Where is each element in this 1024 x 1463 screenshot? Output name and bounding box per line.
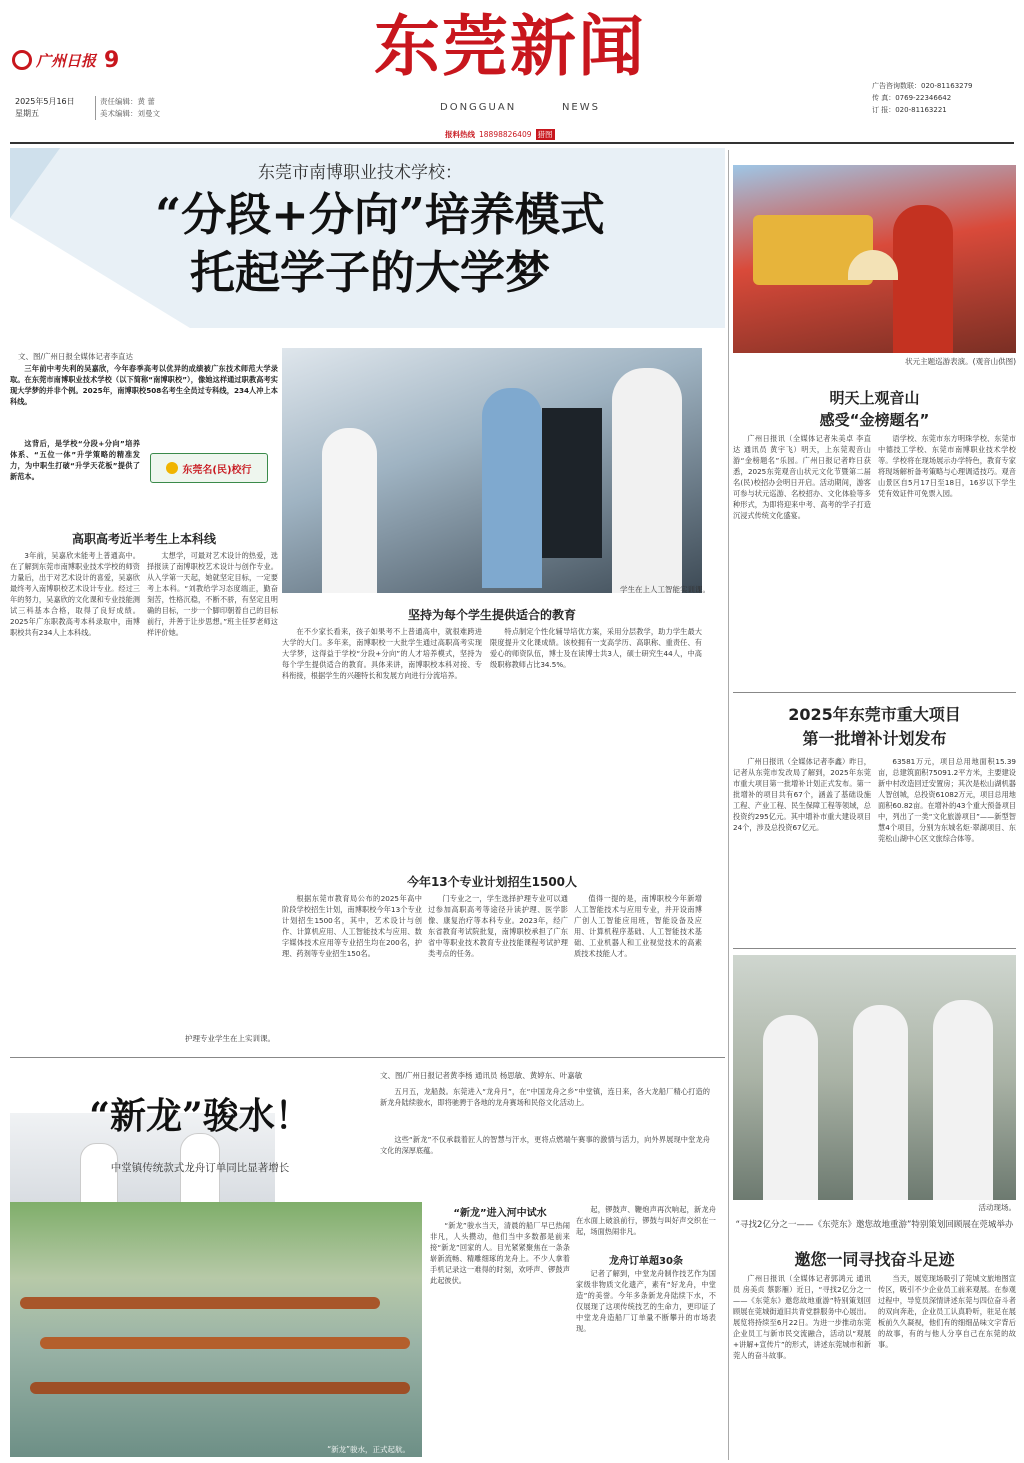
contact-block	[872, 80, 1017, 116]
guanyin-text	[733, 433, 871, 693]
projects-text-b	[878, 756, 1016, 941]
photo-boat-2	[40, 1337, 410, 1349]
lead-text-g-p: 值得一提的是，南博职校今年新增人工智能技术与应用专业，并开设南博广创人工智能应用班，智能设备及应用、计算机程序基础、人工智能技术基础、工业机器人和工业视觉技术的高素质技术技能人才。	[574, 894, 702, 958]
projects-headline-2: 第一批增补计划发布	[802, 729, 947, 748]
guanyin-text-2	[878, 433, 1016, 693]
lead-subhead-1: 高职高考近半考生上本科线	[71, 532, 216, 546]
lead-text-c	[282, 626, 482, 866]
weekday: 星期五	[15, 109, 39, 118]
title-en-1: DONGGUAN	[440, 102, 517, 113]
invite-caption: 活动现场。	[978, 1203, 1016, 1212]
guanyin-story	[733, 165, 1016, 695]
guanyin-caption: 状元主题巡游表演。(观音山供图)	[905, 357, 1016, 366]
lead-subhead-3: 今年13个专业计划招生1500人	[406, 875, 578, 889]
photo-person-3	[612, 368, 682, 593]
lead-text-d-p: 特点制定个性化辅导培优方案，采用分层教学，助力学生最大限度提升文化课成绩。该校拥有一支高学历、高职称、重责任、有爱心的师资队伍，博士及在读博士共3人，硕士研究生44人，中高级职称教师占比34.5%。	[490, 627, 702, 669]
logo	[12, 44, 142, 76]
invite-headline: 邀您一同寻找奋斗足迹	[794, 1250, 955, 1269]
badge-text: 东莞名(民)校行	[182, 464, 252, 476]
photo-person-1	[322, 428, 377, 593]
hotline-label: 报料热线	[445, 130, 475, 139]
right-divider-1	[733, 692, 1016, 693]
dragon-byline: 文、图/广州日报记者黄李杨 通讯员 杨思敏、黄婷东、叶嘉敏	[380, 1071, 583, 1080]
dragon-text-a	[430, 1220, 570, 1455]
guanyin-photo	[733, 165, 1016, 353]
lead-text-a	[10, 550, 140, 866]
lead-kicker: 东莞市南博职业技术学校：	[258, 163, 462, 183]
projects-story	[733, 700, 1016, 950]
hotline-tail: 猎图	[537, 130, 553, 139]
art-editor: 美术编辑：刘曼文	[100, 109, 160, 118]
photo-boat-3	[30, 1382, 410, 1394]
photo-boat-1	[20, 1297, 380, 1309]
hotline-bar	[445, 128, 585, 141]
invite-story	[733, 955, 1016, 1460]
dragon-subhead: 中堂镇传统款式龙舟订单同比显著增长	[110, 1162, 290, 1174]
lead-intro-2-text: 这背后，是学校“分段+分向”培养体系、“五位一体”升学策略的精准发力，为中职生打破“升学天花板”提供了新范本。	[10, 439, 140, 481]
dragon-text-c-p: 记者了解到，中堂龙舟制作技艺作为国家级非物质文化遗产，素有“好龙舟，中堂造”的美誉。今年多条新龙舟陆续下水，不仅展现了这项传统技艺的生命力，更印证了中堂龙舟造船厂订单量不断攀升的市场表现。	[576, 1269, 716, 1333]
editor-block	[95, 96, 215, 120]
page-title: 东莞新闻	[374, 7, 646, 85]
guanyin-text-2-p: 语学校、东莞市东方明珠学校、东莞市中德技工学校、东莞市南博职业技术学校等。学校将在现场展示办学特色，教育专家将现场解析备考策略与心理调适技巧。观音山景区自5月17日至18日，16岁以下学生凭有效证件可免票入园。	[878, 434, 1016, 498]
lead-text-b	[147, 550, 278, 866]
date-block	[15, 96, 90, 120]
lead-text-g	[574, 893, 702, 1043]
lead-text-d	[490, 626, 702, 866]
lead-text-c-p: 在不少家长看来，孩子如果考不上普通高中，就很难跨进大学的大门。多年来，南博职校一大批学生通过高职高考实现大学梦，这得益于学校“分段+分向”的人才培养模式，坚持为每个学生提供适合的教育。具体来讲，南博职校本科对接、专科衔接，根据学生的兴趣特长和发展方向进行分流培养。	[282, 627, 482, 680]
lead-headline-1: “分段+分向”培养模式	[155, 188, 605, 241]
projects-text-a	[733, 756, 871, 941]
photo-woman-2	[853, 1005, 908, 1200]
lead-text-e-p: 根据东莞市教育局公布的2025年高中阶段学校招生计划，南博职校今年13个专业计划招生1500名，其中，艺术设计与创作、计算机应用、人工智能技术与应用、数字媒体技术应用等专业招生均在200名，护理、药剂等专业招生150名。	[282, 894, 422, 958]
dragon-text-c	[576, 1268, 716, 1455]
title-english	[440, 102, 600, 113]
logo-text: 广州日报	[36, 51, 97, 70]
projects-text-a-p: 广州日报讯（全媒体记者李鑫）昨日，记者从东莞市发改局了解到，2025年东莞市重大项目第一批增补计划正式发布。第一批增补的项目共有67个，涵盖了基础设施工程、产业工程、民生保障工程等领域，总投资约295亿元。其中增补市重大建设项目24个，涉及总投资67亿元。	[733, 757, 871, 832]
photo-person-2	[482, 388, 542, 588]
dragon-story	[10, 1062, 725, 1460]
dragon-sub-2: 龙舟订单超30条	[609, 1256, 683, 1267]
photo-equipment	[542, 408, 602, 558]
date: 2025年5月16日	[15, 97, 75, 106]
page-number: 9	[104, 47, 120, 73]
invite-text-b-p: 当天，展览现场吸引了莞城文旅地图宣传区，吸引不少企业员工前来观展。在参观过程中，导览员深情讲述东莞与四位奋斗者的双向奔赴，企业员工认真聆听，驻足在展板前久久凝视，他们有的细细品味文字背后的故事，有的与他人分享自己在东莞的故事。	[878, 1274, 1016, 1349]
lead-photo-ai-class	[282, 348, 702, 593]
ad-line: 广告咨询数联：020-81163279	[872, 82, 973, 90]
order: 订 报：020-81163221	[872, 106, 947, 114]
invite-text-b	[878, 1273, 1016, 1458]
dragon-intro-2-p: 这些“新龙”不仅承载着匠人的智慧与汗水，更将点燃端午赛事的激情与活力，向外界展现中堂龙舟文化的深厚底蕴。	[380, 1135, 710, 1155]
lead-story	[10, 148, 725, 1053]
dragon-photo-caption: “新龙”骏水，正式起航。	[327, 1445, 410, 1454]
projects-headline-1: 2025年东莞市重大项目	[788, 705, 961, 724]
logo-icon	[12, 50, 32, 70]
lead-text-b-p: 太想学，可最对艺术设计的热爱，选择报读了南博职校艺术设计与创作专业。从入学第一天起，她就坚定目标，一定要考上本科。“刘教给学习态度端正，勤奋刻苦，性格沉稳，不断不骄，有坚定且明确的目标，一步一个脚印朝着自己的目标前行，并善于让步思想。”班主任罗老师这样评价她。	[147, 551, 278, 637]
lead-text-f-p: 门专业之一，学生选择护理专业可以通过参加高职高考等途径升读护理、医学影像、康复治疗等本科专业。2023年，经广东省教育考试院批复，南博职校承担了广东省中等职业技术教育专业技能课程考试护理类考点的任务。	[428, 894, 568, 958]
invite-photo	[733, 955, 1016, 1200]
invite-text-a	[733, 1273, 871, 1458]
dragon-intro-2	[380, 1134, 710, 1169]
dragon-photo	[10, 1202, 422, 1457]
badge-icon	[166, 462, 178, 474]
invite-kicker: “寻找2亿分之一——《东莞东》邀您故地重游”特别策划回顾展在莞城举办	[735, 1220, 1014, 1230]
lead-headline-2: 托起学子的大学梦	[189, 246, 550, 299]
right-divider-2	[733, 948, 1016, 949]
photo-woman-3	[933, 1000, 993, 1200]
dragon-text-b-p: 起，锣鼓声、鞭炮声再次响起，新龙舟在水面上破浪前行，锣鼓与叫好声交织在一起，场面热闹非凡。	[576, 1205, 716, 1236]
lead-subhead-2: 坚持为每个学生提供适合的教育	[407, 608, 576, 622]
lead-text-f	[428, 893, 568, 1043]
lead-byline: 文、图/广州日报全媒体记者李直达	[18, 352, 134, 361]
photo-performer	[893, 205, 953, 353]
dragon-intro-p: 五月五，龙船鼓。东莞进入“龙舟月”，在“中国龙舟之乡”中堂镇，连日来，各大龙船厂精心打造的新龙舟陆续骏水，即将驰骋于各地的龙舟赛场和民俗文化活动上。	[380, 1087, 710, 1107]
fax: 传 真：0769-22346642	[872, 94, 952, 102]
guanyin-text-p: 广州日报讯（全媒体记者朱美卓 李直达 通讯员 黄宇飞）明天，上东莞观音山游“金榜题名”乐园。广州日报记者昨日获悉，2025东莞观音山状元文化节暨第二届名(民)校招办会明日开启。活动期间，游客可参与状元巡游、名校招办、文化体验等多种形式，为即将迎来中考、高考的学子打造沉浸式传统文化盛宴。	[733, 434, 871, 520]
photo-woman-1	[763, 1015, 818, 1200]
lead-intro	[10, 363, 278, 435]
school-badge	[150, 453, 268, 483]
lead-text-a-p: 3年前，吴嘉欣未能考上普通高中。在了解到东莞市南博职业技术学校的师资力量后，出于对艺术设计的喜爱，吴嘉欣最终考入南博职校艺术设计专业。经过三年的努力，吴嘉欣的文化课和专业技能测试三科基本合格，取得了良好成绩。2025年广东职教高考本科录取中，南博职校共有234人上本科线。	[10, 551, 140, 637]
lead-intro-2	[10, 438, 140, 500]
nursing-photo-caption: 护理专业学生在上实训课。	[185, 1034, 275, 1043]
dragon-text-a-p: “新龙”骏水当天，清晨的船厂早已热闹非凡，人头攒动，他们当中多数都是前来接“新龙”回家的人。目光紧紧聚焦在一条条崭新流畅、精雕细琢的龙舟上。不少人拿着手机记录这一难得的时刻，欢呼声、锣鼓声此起彼伏。	[430, 1221, 570, 1285]
invite-text-a-p: 广州日报讯（全媒体记者郭鸿元 通讯员 房美贞 蔡影雁）近日，“寻找2亿分之一——《东莞东》邀您故地重游”特别策划回顾展在莞城街道旧共青党群服务中心展出。展览将持续至6月22日。为进一步推动东莞企业员工与新市民交流融合，活动以“观展+讲解+宣传片”的形式，讲述东莞城市和新莞人的奋斗故事。	[733, 1274, 871, 1360]
lead-text-e	[282, 893, 422, 1043]
editor: 责任编辑：黄 蕾	[100, 97, 155, 106]
projects-text-b-p: 63581万元，项目总用地面积15.39亩，总建筑面积75091.2平方米，主要建设新中村改造回迁安置房；其次是松山湖机器人智创城，总投资61082万元，项目总用地面积60.82亩。在增补的43个重大预备项目中，列出了一类“文化旅游项目”——新型智慧4个项目，分别为东城名炬·翠湖项目、东莞松山湖中心区文旅综合体等。	[878, 757, 1016, 843]
dragon-intro	[380, 1086, 710, 1131]
guanyin-sub: 明天上观音山	[829, 389, 920, 407]
section-divider	[10, 1057, 725, 1058]
lead-intro-text: 三年前中考失利的吴嘉欣，今年春季高考以优异的成绩被广东技术师范大学录取。在东莞市南博职业技术学校（以下简称“南博职校”），像她这样通过职教高考实现大学梦的并非个例。2025年，南博职校508名考生全员过专科线，234人冲上本科线。	[10, 364, 278, 406]
dragon-sub-1: “新龙”进入河中试水	[453, 1208, 547, 1219]
column-divider	[728, 150, 729, 1460]
masthead	[0, 0, 1024, 145]
hotline-number: 18898826409	[479, 130, 532, 139]
title-en-2: NEWS	[561, 102, 600, 113]
lead-photo-caption: 学生在上人工智能实训课。	[620, 585, 710, 594]
guanyin-headline: 感受“金榜题名”	[819, 411, 930, 429]
dragon-text-b	[576, 1204, 716, 1244]
dragon-headline: “新龙”骏水！	[89, 1095, 311, 1137]
masthead-rule	[10, 142, 1014, 144]
